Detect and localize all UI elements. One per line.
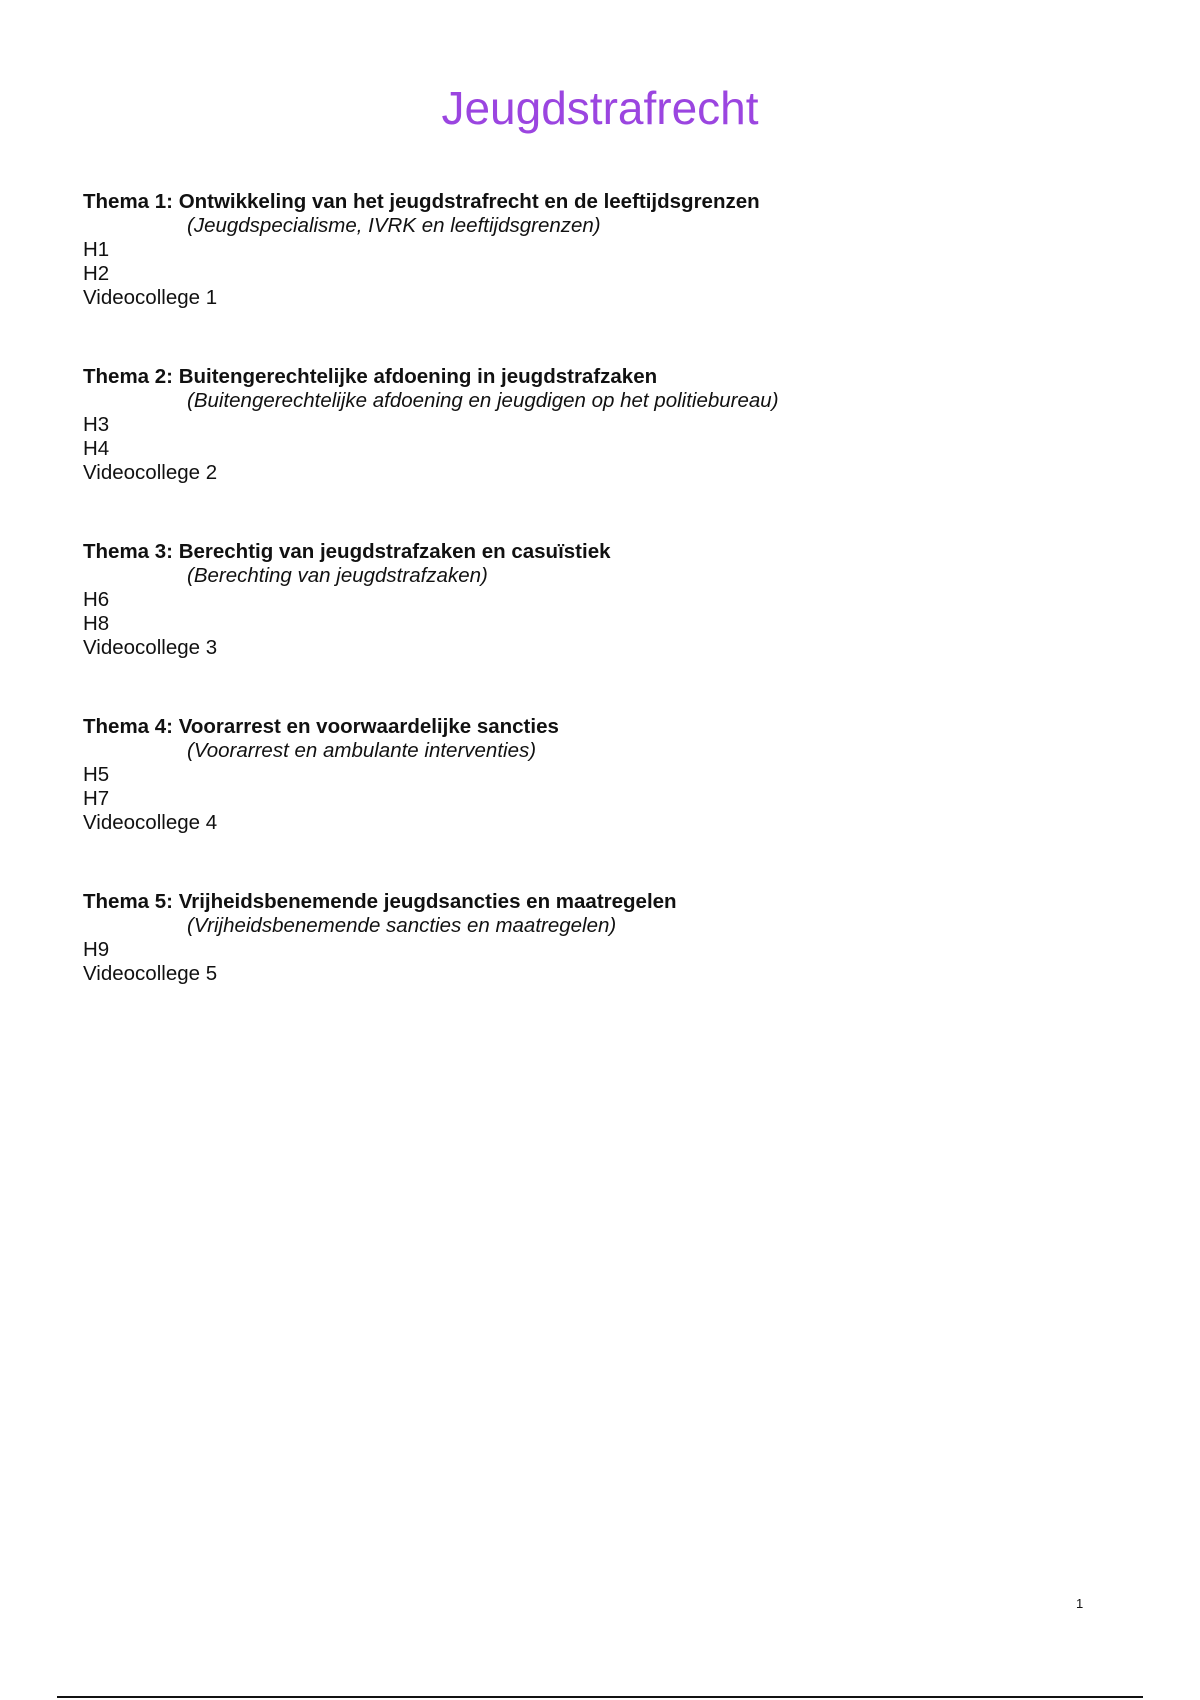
theme-section (83, 190, 1123, 365)
theme-item: Videocollege 3 (83, 636, 218, 659)
theme-heading: Thema 3: Berechtig van jeugdstrafzaken en casuïstiek (83, 540, 611, 563)
theme-heading: Thema 2: Buitengerechtelijke afdoening in jeugdstrafzaken (83, 365, 658, 388)
theme-item: Videocollege 1 (83, 286, 218, 309)
theme-section (83, 715, 1123, 890)
page-title: Jeugdstrafrecht (441, 82, 759, 134)
theme-item: Videocollege 5 (83, 962, 218, 985)
theme-section (83, 890, 1123, 1065)
theme-heading: Thema 1: Ontwikkeling van het jeugdstrafrecht en de leeftijdsgrenzen (83, 190, 760, 213)
theme-item: H7 (83, 787, 110, 810)
theme-section (83, 365, 1123, 540)
theme-subtitle: (Voorarrest en ambulante interventies) (187, 739, 537, 762)
theme-item: H9 (83, 938, 110, 961)
theme-item: H3 (83, 413, 110, 436)
theme-heading: Thema 5: Vrijheidsbenemende jeugdsancties en maatregelen (83, 890, 677, 913)
theme-item: H5 (83, 763, 110, 786)
page-bottom-divider (57, 1696, 1143, 1698)
theme-subtitle: (Jeugdspecialisme, IVRK en leeftijdsgrenzen) (187, 214, 601, 237)
theme-item: H6 (83, 588, 110, 611)
theme-subtitle: (Berechting van jeugdstrafzaken) (187, 564, 488, 587)
theme-item: H1 (83, 238, 110, 261)
page-number: 1 (1076, 1596, 1084, 1611)
theme-item: Videocollege 4 (83, 811, 218, 834)
theme-item: H8 (83, 612, 110, 635)
theme-section (83, 540, 1123, 715)
theme-subtitle: (Vrijheidsbenemende sancties en maatregelen) (187, 914, 617, 937)
theme-subtitle: (Buitengerechtelijke afdoening en jeugdigen op het politiebureau) (187, 389, 779, 412)
theme-item: Videocollege 2 (83, 461, 218, 484)
theme-item: H4 (83, 437, 110, 460)
theme-heading: Thema 4: Voorarrest en voorwaardelijke sancties (83, 715, 559, 738)
theme-item: H2 (83, 262, 110, 285)
theme-list (83, 190, 1123, 1065)
